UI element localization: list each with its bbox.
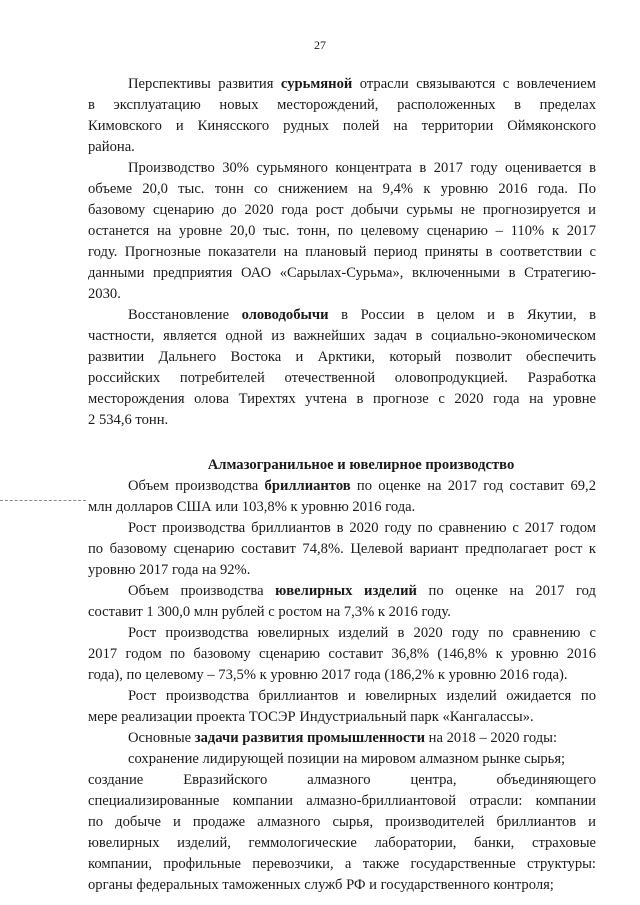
- paragraph-10-line-6: компании, профильные перевозчики, а также государственные структуры:: [88, 856, 596, 872]
- bold-term-tin-mining: оловодобычи: [241, 307, 329, 323]
- paragraph-1-line-1: Перспективы развития сурьмяной отрасли связываются с вовлечением: [128, 76, 596, 92]
- paragraph-9-line-1: Основные задачи развития промышленности на 2018 – 2020 годы:: [128, 730, 558, 746]
- paragraph-5-line-2: по базовому сценарию составит 74,8%. Целевой вариант предполагает рост к: [88, 541, 596, 557]
- paragraph-1-line-2: в эксплуатацию новых месторождений, расположенных в пределах: [88, 97, 596, 113]
- paragraph-7-line-1: Рост производства ювелирных изделий в 2020 году по сравнению с: [128, 625, 596, 641]
- paragraph-2-line-5: году. Прогнозные показатели на плановый период приняты в соответствии с: [88, 244, 596, 260]
- paragraph-3-line-4: российских потребителей отечественной оловопродукцией. Разработка: [88, 370, 596, 386]
- paragraph-7-line-2: 2017 годом по базовому сценарию составит 36,8% (146,8% к уровню 2016: [88, 646, 596, 662]
- paragraph-4-line-1: Объем производства бриллиантов по оценке на 2017 год составит 69,2: [128, 478, 596, 494]
- paragraph-10-line-7: органы федеральных таможенных служб РФ и государственного контроля;: [88, 877, 554, 893]
- paragraph-10-line-5: ювелирных изделий, геммологические лаборатории, банки, страховые: [88, 835, 596, 851]
- paragraph-2-line-3: базовому сценарию до 2020 года рост добычи сурьмы не прогнозируется и: [88, 202, 596, 218]
- bold-term-jewelry: ювелирных изделий: [275, 583, 417, 599]
- paragraph-1-line-3: Кимовского и Кинясского рудных полей на территории Оймяконского: [88, 118, 596, 134]
- paragraph-3-line-2: частности, является одной из важнейших задач в социально-экономическом: [88, 328, 596, 344]
- paragraph-1-line-4: района.: [88, 139, 135, 155]
- paragraph-2-line-7: 2030.: [88, 286, 121, 302]
- paragraph-3-line-6: 2 534,6 тонн.: [88, 412, 169, 428]
- paragraph-4-line-2: млн долларов США или 103,8% к уровню 2016 года.: [88, 499, 416, 515]
- paragraph-10-line-2: создание Евразийского алмазного центра, объединяющего: [88, 772, 596, 788]
- paragraph-7-line-3: года), по целевому – 73,5% к уровню 2017 года (186,2% к уровню 2016 года).: [88, 667, 568, 683]
- paragraph-2-line-4: останется на уровне 20,0 тыс. тонн, по целевому сценарию – 110% к 2017: [88, 223, 596, 239]
- page-number: 27: [314, 38, 326, 52]
- bold-term-diamonds: бриллиантов: [264, 478, 351, 494]
- paragraph-10-line-4: по добыче и продаже алмазного сырья, производителей бриллиантов и: [88, 814, 596, 830]
- paragraph-2-line-6: данными предприятия ОАО «Сарылах-Сурьма», включенными в Стратегию-: [88, 265, 596, 281]
- paragraph-3-line-1: Восстановление оловодобычи в России в целом и в Якутии, в: [128, 307, 596, 323]
- paragraph-2-line-1: Производство 30% сурьмяного концентрата в 2017 году оценивается в: [128, 160, 596, 176]
- paragraph-8-line-1: Рост производства бриллиантов и ювелирных изделий ожидается по: [128, 688, 596, 704]
- bold-term-antimony: сурьмяной: [280, 76, 353, 92]
- paragraph-10-line-3: специализированные компании алмазно-бриллиантовой отрасли: компании: [88, 793, 596, 809]
- section-heading: Алмазогранильное и ювелирное производство: [207, 457, 515, 473]
- paragraph-5-line-1: Рост производства бриллиантов в 2020 году по сравнению с 2017 годом: [128, 520, 596, 536]
- paragraph-3-line-3: развитии Дальнего Востока и Арктики, который позволит обеспечить: [88, 349, 596, 365]
- bold-term-industry-tasks: задачи развития промышленности: [194, 730, 426, 746]
- paragraph-3-line-5: месторождения олова Тирехтях учтена в прогнозе с 2020 года на уровне: [88, 391, 596, 407]
- paragraph-5-line-3: уровню 2017 года на 92%.: [88, 562, 251, 578]
- paragraph-10-line-1: сохранение лидирующей позиции на мировом алмазном рынке сырья;: [128, 751, 566, 767]
- paragraph-6-line-2: составит 1 300,0 млн рублей с ростом на 7,3% к 2016 году.: [88, 604, 451, 620]
- paragraph-2-line-2: объеме 20,0 тыс. тонн со снижением на 9,4% к уровню 2016 года. По: [88, 181, 596, 197]
- paragraph-6-line-1: Объем производства ювелирных изделий по оценке на 2017 год: [128, 583, 596, 599]
- paragraph-8-line-2: мере реализации проекта ТОСЭР Индустриальный парк «Кангалассы».: [88, 709, 534, 725]
- margin-dash-line: [0, 500, 86, 502]
